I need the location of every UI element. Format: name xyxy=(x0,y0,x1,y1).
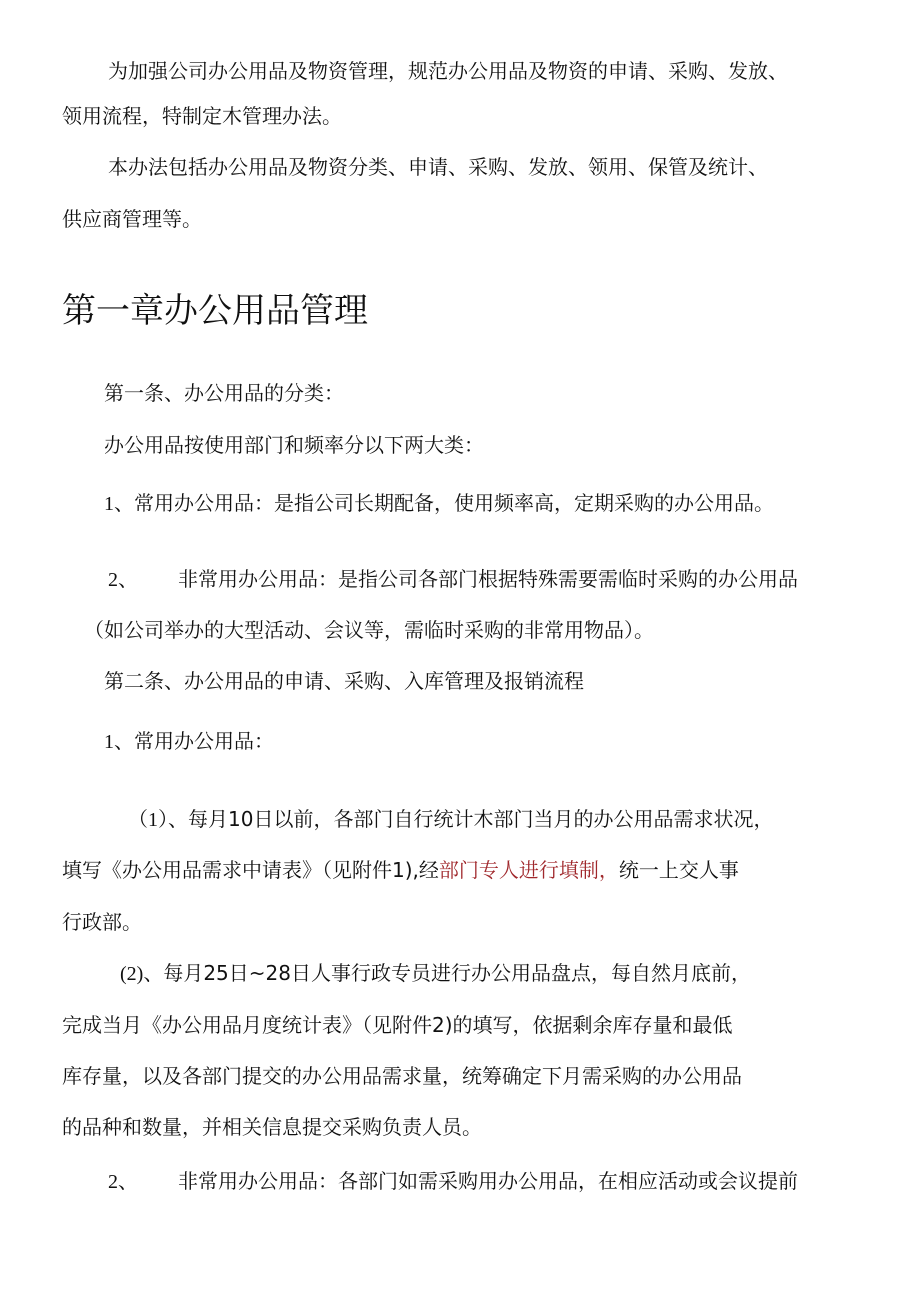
step2-number: (2) xyxy=(120,963,144,985)
article2-sub1-number: 1、 xyxy=(104,731,134,753)
article1-item1-number: 1、 xyxy=(104,493,134,515)
step1-line3: 行政部。 xyxy=(62,910,142,934)
article1-title: 第一条、办公用品的分类： xyxy=(104,381,344,405)
intro-p1-line2: 领用流程，特制定木管理办法。 xyxy=(62,104,342,128)
step1-line1-text: 、每月10日以前，各部门自行统计木部门当月的办公用品需求状况， xyxy=(168,807,774,831)
step2-line3: 库存量，以及各部门提交的办公用品需求量，统筹确定下月需采购的办公用品 xyxy=(62,1064,742,1088)
intro-p2-line2: 供应商管理等。 xyxy=(62,207,202,231)
step2-line1 xyxy=(120,960,751,987)
step1-line2 xyxy=(62,857,739,883)
article1-item2-line1: 非常用办公用品：是指公司各部门根据特殊需要需临时采购的办公用品 xyxy=(178,567,798,591)
step1-line2-highlight: 部门专人进行填制， xyxy=(438,858,619,882)
article2-sub1-label: 常用办公用品： xyxy=(134,729,274,753)
article2-sub2-num: 2、 xyxy=(108,1171,138,1193)
step1-line2-part-b: 统一上交人事 xyxy=(618,858,739,882)
step2-line1-text: 、每月25日~28日人事行政专员进行办公用品盘点，每自然月底前， xyxy=(143,961,751,985)
article1-item1 xyxy=(104,490,774,517)
article1-item1-text: 常用办公用品：是指公司长期配备，使用频率高，定期采购的办公用品。 xyxy=(134,491,774,515)
article1-item2-num: 2、 xyxy=(108,569,138,591)
article2-sub2-text: 非常用办公用品：各部门如需采购用办公用品，在相应活动或会议提前 xyxy=(178,1169,798,1193)
step2-line2: 完成当月《办公用品月度统计表》（见附件2)的填写，依据剩余库存量和最低 xyxy=(62,1013,733,1037)
intro-p2-line1: 本办法包括办公用品及物资分类、申请、采购、发放、领用、保管及统计、 xyxy=(108,155,768,179)
article2-sub2-number xyxy=(108,1168,138,1195)
article1-item2-line2: （如公司举办的大型活动、会议等，需临时采购的非常用物品）。 xyxy=(84,618,654,642)
article1-item2-number xyxy=(108,566,138,593)
step2-line4: 的品种和数量，并相关信息提交采购负责人员。 xyxy=(62,1115,482,1139)
article1-intro: 办公用品按使用部门和频率分以下两大类： xyxy=(104,433,484,457)
intro-p1-line1: 为加强公司办公用品及物资管理，规范办公用品及物资的申请、采购、发放、 xyxy=(108,59,788,83)
step1-line1 xyxy=(128,806,773,833)
chapter-title: 第一章办公用品管理 xyxy=(62,291,368,331)
article2-title: 第二条、办公用品的申请、采购、入库管理及报销流程 xyxy=(104,669,584,693)
step1-line2-part-a: 填写《办公用品需求中请表》（见附件1),经 xyxy=(62,858,439,882)
step1-number: （1） xyxy=(128,809,168,831)
article2-sub1 xyxy=(104,728,274,755)
